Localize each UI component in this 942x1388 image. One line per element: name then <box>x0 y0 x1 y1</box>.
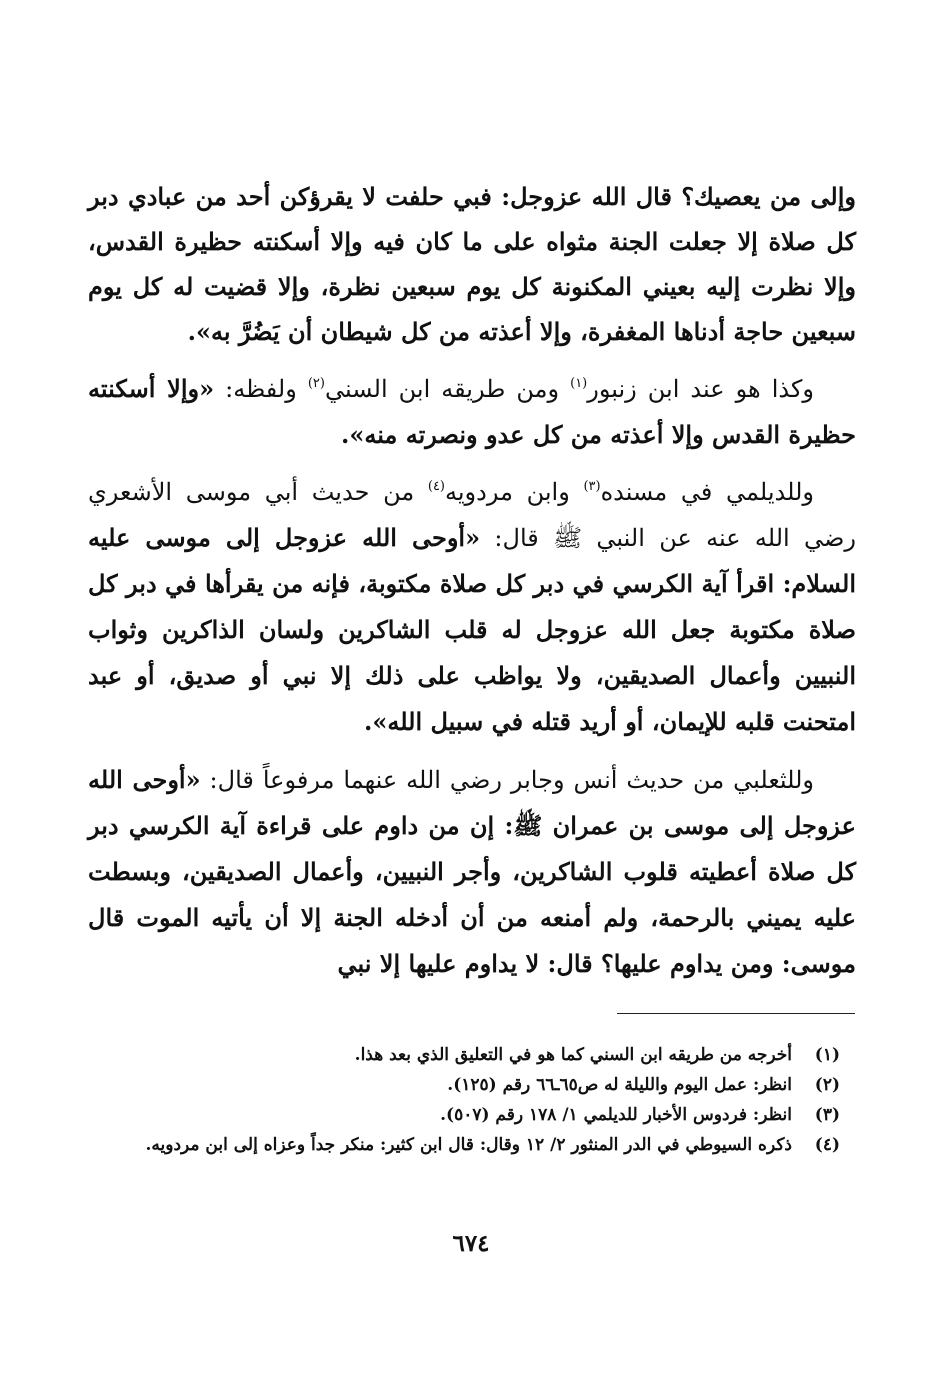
paragraph-2-part-1: وكذا هو عند ابن زنبور <box>587 375 814 403</box>
footnotes <box>80 1040 840 1160</box>
footnote-ref-2: (٢) <box>307 376 325 391</box>
footnote-item <box>80 1040 840 1070</box>
paragraph-2-part-2: ومن طريقه ابن السني <box>324 375 571 403</box>
footnote-item <box>80 1130 840 1160</box>
footnote-divider <box>617 1013 855 1014</box>
paragraph-1 <box>88 174 856 354</box>
paragraph-2-quote: «وإلا أسكنته حظيرة القدس وإلا أعذته من كل عدو ونصرته منه». <box>88 374 856 449</box>
paragraph-3 <box>88 470 856 745</box>
paragraph-2-part-3: ولفظه: <box>214 375 308 403</box>
paragraph-1-text: وإلى من يعصيك؟ قال الله عزوجل: فبي حلفت لا يقرؤكن أحد من عبادي دبر كل صلاة إلا جعلت الجنة مثواه على ما كان فيه وإلا أسكنته حظيرة القدس، وإلا نظرت إليه بعيني المكنونة كل يوم سبعين نظرة، وإلا قضيت له كل يوم سبعين حاجة أدناها المغفرة، وإلا أعذته من كل شيطان أن يَضُرَّ به». <box>88 182 856 346</box>
footnote-ref-4: (٤) <box>427 479 445 494</box>
footnote-text: انظر: عمل اليوم والليلة له ص٦٥ـ٦٦ رقم (١٢٥). <box>447 1075 792 1095</box>
paragraph-2 <box>88 366 856 458</box>
footnote-number: (٢) <box>814 1075 840 1095</box>
footnote-ref-1: (١) <box>570 376 588 391</box>
footnote-number: (٣) <box>814 1105 840 1125</box>
footnote-number: (١) <box>814 1045 840 1065</box>
footnote-text: ذكره السيوطي في الدر المنثور ٢/ ١٢ وقال: قال ابن كثير: منكر جداً وعزاه إلى ابن مردويه. <box>145 1135 792 1155</box>
paragraph-4 <box>88 757 856 987</box>
paragraph-4-part-1: وللثعلبي من حديث أنس وجابر رضي الله عنهما مرفوعاً قال: <box>200 766 815 794</box>
footnote-item <box>80 1100 840 1130</box>
paragraph-3-part-3: من حديث أبي موسى الأشعري رضي الله عنه عن النبي ﷺ قال: <box>88 478 856 552</box>
page-number: ٦٧٤ <box>452 1230 490 1257</box>
paragraph-4-quote: «أوحى الله عزوجل إلى موسى بن عمران ﷺ: إن من داوم على قراءة آية الكرسي دبر كل صلاة أعطيته قلوب الشاكرين، وأجر النبيين، وأعمال الصديقين، وبسطت عليه يميني بالرحمة، ولم أمنعه من أن أدخله الجنة إلا أن يأتيه الموت قال موسى: ومن يداوم عليها؟ قال: لا يداوم عليها إلا نبي <box>88 765 856 978</box>
footnote-ref-3: (٣) <box>583 479 601 494</box>
footnote-item <box>80 1070 840 1100</box>
main-text <box>88 174 856 999</box>
footnote-number: (٤) <box>814 1135 840 1155</box>
paragraph-3-quote: «أوحى الله عزوجل إلى موسى عليه السلام: اقرأ آية الكرسي في دبر كل صلاة مكتوبة، فإنه من يقرأها في دبر كل صلاة مكتوبة جعل الله عزوجل له قلب الشاكرين ولسان الذاكرين وثواب النبيين وأعمال الصديقين، ولا يواظب على ذلك إلا نبي أو صديق، أو عبد امتحنت قلبه للإيمان، أو أريد قتله في سبيل الله». <box>88 523 856 736</box>
paragraph-3-part-2: وابن مردويه <box>445 478 584 506</box>
footnote-text: انظر: فردوس الأخبار للديلمي ١/ ١٧٨ رقم (٥٠٧). <box>440 1105 792 1125</box>
paragraph-3-part-1: وللديلمي في مسنده <box>600 478 814 506</box>
footnote-text: أخرجه من طريقه ابن السني كما هو في التعليق الذي بعد هذا. <box>354 1045 792 1065</box>
